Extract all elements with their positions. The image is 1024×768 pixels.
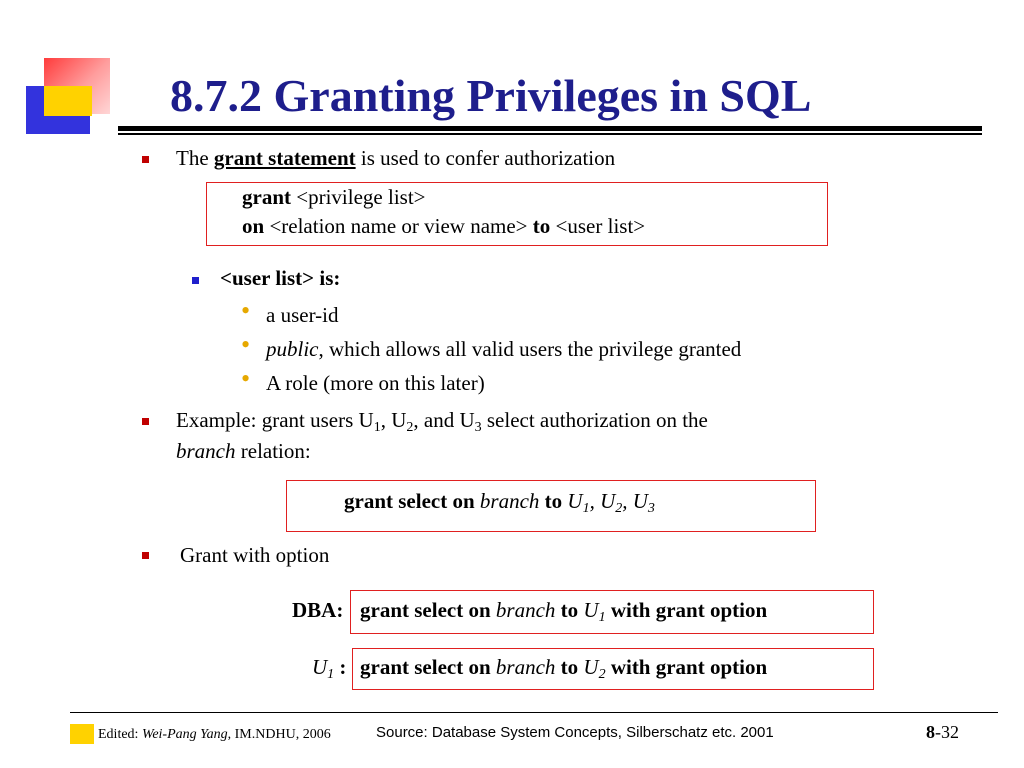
example-text-a: Example: grant users U bbox=[176, 408, 374, 432]
userlist-item-2 bbox=[266, 336, 741, 362]
example-relation: relation: bbox=[235, 439, 311, 463]
dot-bullet-icon: • bbox=[241, 330, 251, 359]
dba-stmt-rel: branch bbox=[495, 598, 556, 622]
example-text-b: , U bbox=[380, 408, 407, 432]
example-box-u: U bbox=[567, 489, 583, 513]
syntax-kw-grant: grant bbox=[242, 185, 291, 209]
footer-yellow-square bbox=[70, 724, 94, 744]
u1-label-sub: 1 bbox=[327, 667, 335, 682]
userlist-heading: <user list> is: bbox=[220, 266, 341, 290]
footer-edited-suffix: , IM.NDHU, 2006 bbox=[227, 727, 331, 742]
example-box-kw: grant select on bbox=[344, 489, 475, 513]
dot-bullet-icon: • bbox=[241, 364, 251, 393]
example-sub-3: 3 bbox=[474, 420, 482, 435]
example-box-rel: branch bbox=[479, 489, 540, 513]
syntax-kw-on: on bbox=[242, 214, 265, 238]
dba-stmt-sub: 1 bbox=[598, 610, 606, 625]
footer-edited bbox=[98, 727, 331, 743]
footer-edited-name: Wei-Pang Yang bbox=[141, 727, 228, 742]
example-box-sub3: 3 bbox=[647, 501, 655, 516]
syntax-line-1 bbox=[242, 184, 426, 210]
dba-stmt-to: to bbox=[560, 598, 579, 622]
example-text-d: select authorization on the bbox=[481, 408, 708, 432]
footer-page-num: -32 bbox=[935, 722, 959, 742]
syntax-line-2 bbox=[242, 213, 645, 239]
logo-yellow-square bbox=[44, 86, 92, 116]
u1-grant-statement bbox=[360, 654, 767, 680]
footer-page-number bbox=[926, 722, 959, 743]
dba-stmt-kw: grant select on bbox=[360, 598, 491, 622]
dba-grant-statement bbox=[360, 597, 767, 623]
u1-stmt-rel: branch bbox=[495, 655, 556, 679]
bullet1-prefix: The bbox=[176, 146, 209, 170]
u1-stmt-user: U bbox=[583, 655, 599, 679]
userlist-item-1: a user-id bbox=[266, 303, 339, 327]
u1-stmt-sub: 2 bbox=[598, 667, 606, 682]
u1-label-colon: : bbox=[334, 655, 347, 679]
title-rule-thin bbox=[118, 133, 982, 135]
slide-title: 8.7.2 Granting Privileges in SQL bbox=[170, 70, 812, 121]
example-sub-1: 1 bbox=[373, 420, 381, 435]
grant-option-label: Grant with option bbox=[180, 543, 330, 567]
dba-stmt-with: with grant option bbox=[610, 598, 768, 622]
u1-stmt-with: with grant option bbox=[610, 655, 768, 679]
example-text-c: , and U bbox=[413, 408, 475, 432]
userlist-item-2-italic: public bbox=[266, 337, 319, 361]
syntax-relation-name: <relation name or view name> bbox=[269, 214, 528, 238]
u1-label bbox=[312, 654, 346, 680]
syntax-kw-to: to bbox=[532, 214, 551, 238]
bullet-square-icon bbox=[142, 552, 149, 559]
u1-label-u: U bbox=[312, 655, 328, 679]
bullet-grant-statement bbox=[176, 145, 615, 171]
dot-bullet-icon: • bbox=[241, 296, 251, 325]
sub-bullet-square-icon bbox=[192, 277, 199, 284]
footer-page-chapter: 8 bbox=[926, 722, 935, 742]
example-line-1 bbox=[176, 407, 708, 433]
footer-rule bbox=[70, 712, 998, 713]
title-rule-thick bbox=[118, 126, 982, 131]
userlist-item-2-text: , which allows all valid users the privilege granted bbox=[318, 337, 742, 361]
syntax-user-list: <user list> bbox=[555, 214, 646, 238]
bullet-square-icon bbox=[142, 418, 149, 425]
footer-source: Source: Database System Concepts, Silberschatz etc. 2001 bbox=[376, 724, 774, 741]
example-box-sub1: 1 bbox=[582, 501, 590, 516]
example-grant-statement bbox=[344, 488, 655, 514]
dba-label: DBA: bbox=[292, 598, 344, 622]
dba-stmt-user: U bbox=[583, 598, 599, 622]
u1-stmt-to: to bbox=[560, 655, 579, 679]
bullet1-suffix: is used to confer authorization bbox=[360, 146, 616, 170]
example-branch: branch bbox=[176, 439, 236, 463]
bullet1-term: grant statement bbox=[213, 146, 356, 170]
userlist-item-3: A role (more on this later) bbox=[266, 371, 485, 395]
example-box-sep2: , U bbox=[622, 489, 648, 513]
example-box-to: to bbox=[544, 489, 563, 513]
syntax-privilege-list: <privilege list> bbox=[296, 185, 426, 209]
example-sub-2: 2 bbox=[406, 420, 414, 435]
u1-stmt-kw: grant select on bbox=[360, 655, 491, 679]
example-box-sep1: , U bbox=[589, 489, 616, 513]
example-box-sub2: 2 bbox=[615, 501, 623, 516]
example-line-2 bbox=[176, 438, 311, 464]
bullet-square-icon bbox=[142, 156, 149, 163]
footer-edited-prefix: Edited: bbox=[98, 727, 142, 742]
